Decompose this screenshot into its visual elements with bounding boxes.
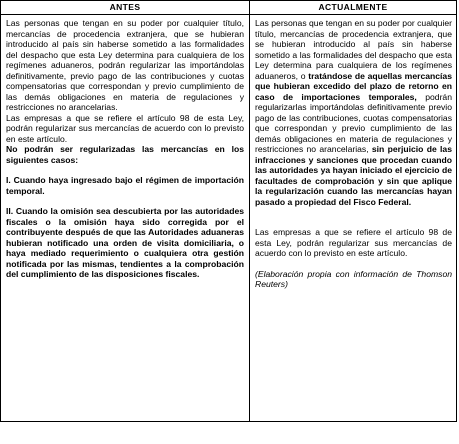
- antes-column: [6, 18, 244, 280]
- antes-paragraph-3: No podrán ser regularizadas las mercancías en los siguientes casos:: [6, 144, 244, 165]
- p1-part-b: tratándose de aquellas mercancías que hubieran excedido del plazo de retorno en caso de importaciones temporales,: [255, 70, 452, 102]
- p1-part-d: sin perjuicio de las infracciones y sanciones que procedan cuando las autoridades ya hayan iniciado el ejercicio de facultades de comprobación y sin que aplique la regularización cuando las mercancías hayan pasado a propiedad del Fisco Federal.: [255, 144, 452, 207]
- p1-part-c: podrán regularizarlas importándolas definitivamente previo pago de las contribuciones, cuotas compensatorias que correspondan y previo cumplimiento de las demás obligaciones en materia de regulaciones y restricciones no arancelarias,: [255, 91, 452, 154]
- actualmente-paragraph-2: Las empresas a que se refiere el artículo 98 de esta Ley, podrán regularizar sus mercancías de acuerdo con lo previsto en este artículo.: [255, 227, 452, 258]
- antes-paragraph-4: I. Cuando haya ingresado bajo el régimen de importación temporal.: [6, 175, 244, 196]
- source-note: (Elaboración propia con información de Thomson Reuters): [255, 268, 452, 289]
- antes-paragraph-5: II. Cuando la omisión sea descubierta por las autoridades fiscales o la omisión haya sido corregida por el contribuyente después de que las Autoridades aduaneras hubieran notificado una orden de visita domiciliaria, o haya mediado requerimiento o cualquiera otra gestión notificada por las mismas, tendientes a la comprobación del cumplimiento de las disposiciones fiscales.: [6, 206, 244, 279]
- actualmente-paragraph-1: [255, 18, 452, 207]
- table-header-row: [1, 1, 456, 15]
- antes-paragraph-2: Las empresas a que se refiere el artículo 98 de esta Ley, podrán regularizar sus mercancías de acuerdo con lo previsto en este artículo.: [6, 112, 244, 144]
- column-divider: [249, 1, 250, 421]
- actualmente-column: [255, 18, 452, 290]
- p1-part-a: Las personas que tengan en su poder por cualquier título, mercancías de procedencia extranjera, que se hubieran introducido al país sin haberse sometido a las formalidades del despacho que esta Ley determina para cualquiera de los regímenes aduaneros, o: [255, 18, 452, 81]
- header-actualmente: ACTUALMENTE: [318, 2, 388, 12]
- header-antes: ANTES: [109, 2, 141, 12]
- antes-paragraph-1: Las personas que tengan en su poder por cualquier título, mercancías de procedencia extranjera, que se hubieran introducido al país sin haberse sometido a las formalidades del despacho que esta Ley determina para cualquiera de los regímenes aduaneros, podrán regularizar las importándolas definitivamente, previo pago de las contribuciones y cuotas compensatorias que correspondan y previo cumplimiento de las demás obligaciones en materia de regulaciones y restricciones no arancelarias.: [6, 18, 244, 112]
